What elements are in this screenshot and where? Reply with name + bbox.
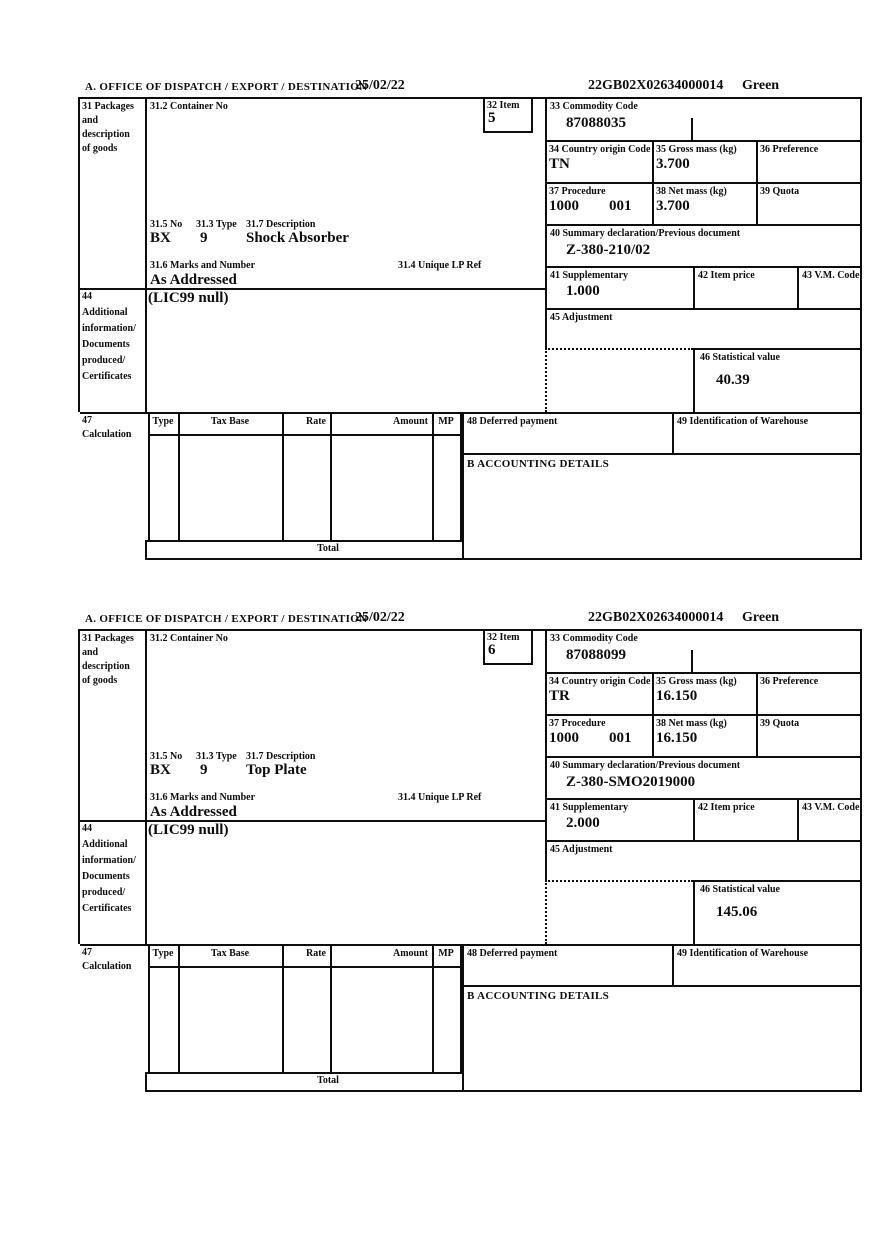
- form-rule-line: [145, 1090, 862, 1092]
- box34-label: 34 Country origin Code: [549, 676, 651, 687]
- office-of-dispatch-label: A. OFFICE OF DISPATCH / EXPORT / DESTINATION: [85, 81, 368, 93]
- box44-label-line: produced/: [82, 887, 126, 898]
- box31-description-label: 31.7 Description: [246, 751, 316, 762]
- form-rule-line: [531, 97, 533, 133]
- box44-additional-information: (LIC99 null): [148, 822, 229, 838]
- box44-label-line: Certificates: [82, 903, 132, 914]
- box31-description-value: Top Plate: [246, 762, 307, 778]
- form-rule-line: [545, 756, 862, 758]
- box31-marks-value: As Addressed: [150, 804, 237, 820]
- tax-col-amount: Amount: [392, 948, 428, 959]
- box31-label-line: 31 Packages: [82, 101, 134, 112]
- form-rule-line: [693, 348, 695, 412]
- box32-item-label: 32 Item: [487, 100, 520, 111]
- form-rule-line: [432, 412, 434, 540]
- form-rule-line: [78, 629, 80, 944]
- box31-marks-value: As Addressed: [150, 272, 237, 288]
- box38-net-mass: 16.150: [656, 730, 698, 746]
- declaration-date: 25/02/22: [355, 610, 405, 625]
- box31-label-line: 31 Packages: [82, 633, 134, 644]
- box46-label: 46 Statistical value: [700, 352, 780, 363]
- tax-col-tax-base: Tax Base: [210, 948, 250, 959]
- form-rule-line: [483, 131, 533, 133]
- box31-container-label: 31.2 Container No: [150, 633, 228, 644]
- box44-label-line: Documents: [82, 339, 130, 350]
- box44-label-line: produced/: [82, 355, 126, 366]
- box31-no-label: 31.5 No: [150, 751, 183, 762]
- box44-label-line: 44: [82, 291, 92, 302]
- box37-procedure-code-2: 001: [609, 730, 632, 746]
- form-rule-line: [80, 412, 862, 414]
- form-rule-line: [178, 412, 180, 540]
- box34-country-origin: TR: [549, 688, 570, 704]
- accounting-details-label: B ACCOUNTING DETAILS: [467, 990, 610, 1002]
- box31-no-value: BX: [150, 762, 171, 778]
- box40-previous-document: Z-380-210/02: [566, 242, 651, 258]
- box43-label: 43 V.M. Code: [802, 270, 860, 281]
- tax-col-mp: MP: [438, 416, 454, 427]
- form-rule-line: [860, 629, 862, 1092]
- box31-label-line: and: [82, 115, 99, 126]
- tax-col-tax-base: Tax Base: [210, 416, 250, 427]
- box47-label-line: 47: [82, 947, 92, 958]
- form-rule-line: [693, 880, 862, 882]
- form-rule-line: [483, 629, 485, 665]
- form-rule-line: [145, 558, 862, 560]
- form-rule-line: [483, 97, 485, 133]
- box31-label-line: description: [82, 661, 130, 672]
- tax-col-type: Type: [152, 416, 174, 427]
- box42-label: 42 Item price: [698, 802, 755, 813]
- tax-total-label: Total: [317, 543, 339, 554]
- box31-no-label: 31.5 No: [150, 219, 183, 230]
- form-rule-line: [462, 412, 464, 560]
- form-rule-line: [545, 182, 862, 184]
- tax-total-label: Total: [317, 1075, 339, 1086]
- form-rule-line: [545, 224, 862, 226]
- box38-label: 38 Net mass (kg): [656, 718, 727, 729]
- box46-statistical-value: 145.06: [716, 904, 758, 920]
- box41-supplementary-units: 2.000: [566, 815, 600, 831]
- box41-label: 41 Supplementary: [550, 802, 629, 813]
- form-rule-line: [545, 97, 547, 348]
- box39-label: 39 Quota: [760, 718, 800, 729]
- office-of-dispatch-label: A. OFFICE OF DISPATCH / EXPORT / DESTINATION: [85, 613, 368, 625]
- form-rule-line: [145, 540, 462, 542]
- form-rule-line: [545, 348, 693, 350]
- form-rule-line: [672, 412, 674, 455]
- box35-gross-mass: 3.700: [656, 156, 690, 172]
- box44-label-line: information/: [82, 323, 136, 334]
- box33-label: 33 Commodity Code: [550, 101, 638, 112]
- form-rule-line: [462, 985, 862, 987]
- form-rule-line: [545, 672, 862, 674]
- form-rule-line: [78, 97, 80, 412]
- form-rule-line: [462, 944, 464, 1092]
- box32-item-label: 32 Item: [487, 632, 520, 643]
- form-rule-line: [652, 140, 654, 224]
- box37-procedure-code: 1000: [549, 198, 579, 214]
- box48-label: 48 Deferred payment: [467, 416, 558, 427]
- box31-type-label: 31.3 Type: [196, 219, 237, 230]
- form-rule-line: [282, 412, 284, 540]
- box31-type-value: 9: [200, 762, 208, 778]
- declaration-item-section-2: [78, 610, 862, 1092]
- box34-country-origin: TN: [549, 156, 570, 172]
- box36-label: 36 Preference: [760, 676, 819, 687]
- form-rule-line: [178, 944, 180, 1072]
- box44-label-line: Additional: [82, 839, 128, 850]
- box41-supplementary-units: 1.000: [566, 283, 600, 299]
- box44-label-line: Certificates: [82, 371, 132, 382]
- form-rule-line: [691, 650, 693, 672]
- box44-label-line: Documents: [82, 871, 130, 882]
- box34-label: 34 Country origin Code: [549, 144, 651, 155]
- tax-col-rate: Rate: [306, 948, 326, 959]
- box49-label: 49 Identification of Warehouse: [677, 948, 809, 959]
- form-rule-line: [672, 944, 674, 987]
- form-rule-line: [531, 629, 533, 665]
- form-rule-line: [652, 672, 654, 756]
- routing-status: Green: [742, 610, 780, 625]
- box32-item-number: 6: [488, 642, 496, 658]
- box33-commodity-code: 87088035: [566, 115, 626, 131]
- form-rule-line: [145, 629, 147, 944]
- box38-net-mass: 3.700: [656, 198, 690, 214]
- box40-label: 40 Summary declaration/Previous document: [550, 228, 741, 239]
- box31-lp-ref-label: 31.4 Unique LP Ref: [398, 260, 482, 271]
- routing-status: Green: [742, 78, 780, 93]
- box31-lp-ref-label: 31.4 Unique LP Ref: [398, 792, 482, 803]
- box31-description-label: 31.7 Description: [246, 219, 316, 230]
- box45-label: 45 Adjustment: [550, 844, 613, 855]
- box43-label: 43 V.M. Code: [802, 802, 860, 813]
- form-rule-line: [693, 798, 695, 840]
- form-rule-line: [148, 944, 150, 1072]
- box37-label: 37 Procedure: [549, 718, 606, 729]
- box44-label-line: Additional: [82, 307, 128, 318]
- form-rule-line: [330, 412, 332, 540]
- box35-label: 35 Gross mass (kg): [656, 676, 737, 687]
- form-rule-line: [145, 540, 147, 560]
- form-rule-line: [483, 663, 533, 665]
- form-rule-line: [545, 714, 862, 716]
- box37-label: 37 Procedure: [549, 186, 606, 197]
- box31-marks-label: 31.6 Marks and Number: [150, 260, 256, 271]
- box47-label-line: 47: [82, 415, 92, 426]
- box31-description-value: Shock Absorber: [246, 230, 349, 246]
- form-rule-line: [145, 97, 147, 412]
- form-rule-line: [797, 798, 799, 840]
- form-rule-line: [330, 944, 332, 1072]
- tax-col-type: Type: [152, 948, 174, 959]
- box38-label: 38 Net mass (kg): [656, 186, 727, 197]
- box36-label: 36 Preference: [760, 144, 819, 155]
- form-rule-line: [148, 412, 150, 540]
- box37-procedure-code-2: 001: [609, 198, 632, 214]
- box31-type-label: 31.3 Type: [196, 751, 237, 762]
- accounting-details-label: B ACCOUNTING DETAILS: [467, 458, 610, 470]
- box35-gross-mass: 16.150: [656, 688, 698, 704]
- form-rule-line: [78, 97, 862, 99]
- form-rule-line: [545, 880, 693, 882]
- box40-previous-document: Z-380-SMO2019000: [566, 774, 696, 790]
- form-rule-line: [797, 266, 799, 308]
- form-rule-line: [756, 672, 758, 756]
- form-rule-line: [545, 140, 862, 142]
- form-rule-line: [80, 944, 862, 946]
- box39-label: 39 Quota: [760, 186, 800, 197]
- tax-col-rate: Rate: [306, 416, 326, 427]
- tax-col-mp: MP: [438, 948, 454, 959]
- form-rule-line: [545, 308, 862, 310]
- box46-statistical-value: 40.39: [716, 372, 750, 388]
- box37-procedure-code: 1000: [549, 730, 579, 746]
- movement-reference-number: 22GB02X02634000014: [588, 610, 724, 625]
- declaration-date: 25/02/22: [355, 78, 405, 93]
- form-rule-line: [691, 118, 693, 140]
- box49-label: 49 Identification of Warehouse: [677, 416, 809, 427]
- box44-label-line: information/: [82, 855, 136, 866]
- form-rule-line: [545, 840, 862, 842]
- form-rule-line: [282, 944, 284, 1072]
- form-rule-line: [462, 453, 862, 455]
- box48-label: 48 Deferred payment: [467, 948, 558, 959]
- box44-label-line: 44: [82, 823, 92, 834]
- form-rule-line: [545, 266, 862, 268]
- box31-marks-label: 31.6 Marks and Number: [150, 792, 256, 803]
- box35-label: 35 Gross mass (kg): [656, 144, 737, 155]
- form-rule-line: [545, 348, 547, 412]
- box33-commodity-code: 87088099: [566, 647, 626, 663]
- box46-label: 46 Statistical value: [700, 884, 780, 895]
- box31-label-line: of goods: [82, 675, 118, 686]
- box31-container-label: 31.2 Container No: [150, 101, 228, 112]
- box33-label: 33 Commodity Code: [550, 633, 638, 644]
- box31-label-line: and: [82, 647, 99, 658]
- form-rule-line: [693, 880, 695, 944]
- box31-no-value: BX: [150, 230, 171, 246]
- box31-type-value: 9: [200, 230, 208, 246]
- form-rule-line: [693, 348, 862, 350]
- tax-col-amount: Amount: [392, 416, 428, 427]
- form-rule-line: [148, 434, 462, 436]
- form-rule-line: [78, 629, 862, 631]
- box45-label: 45 Adjustment: [550, 312, 613, 323]
- box42-label: 42 Item price: [698, 270, 755, 281]
- form-rule-line: [432, 944, 434, 1072]
- box31-label-line: description: [82, 129, 130, 140]
- form-rule-line: [756, 140, 758, 224]
- box40-label: 40 Summary declaration/Previous document: [550, 760, 741, 771]
- form-rule-line: [545, 629, 547, 880]
- form-rule-line: [693, 266, 695, 308]
- box47-label-line: Calculation: [82, 961, 132, 972]
- box47-label-line: Calculation: [82, 429, 132, 440]
- form-rule-line: [145, 1072, 462, 1074]
- form-rule-line: [545, 798, 862, 800]
- form-rule-line: [860, 97, 862, 560]
- declaration-item-section-1: [78, 78, 862, 560]
- box44-additional-information: (LIC99 null): [148, 290, 229, 306]
- movement-reference-number: 22GB02X02634000014: [588, 78, 724, 93]
- form-rule-line: [145, 1072, 147, 1092]
- form-rule-line: [148, 966, 462, 968]
- box32-item-number: 5: [488, 110, 496, 126]
- form-rule-line: [545, 880, 547, 944]
- box41-label: 41 Supplementary: [550, 270, 629, 281]
- box31-label-line: of goods: [82, 143, 118, 154]
